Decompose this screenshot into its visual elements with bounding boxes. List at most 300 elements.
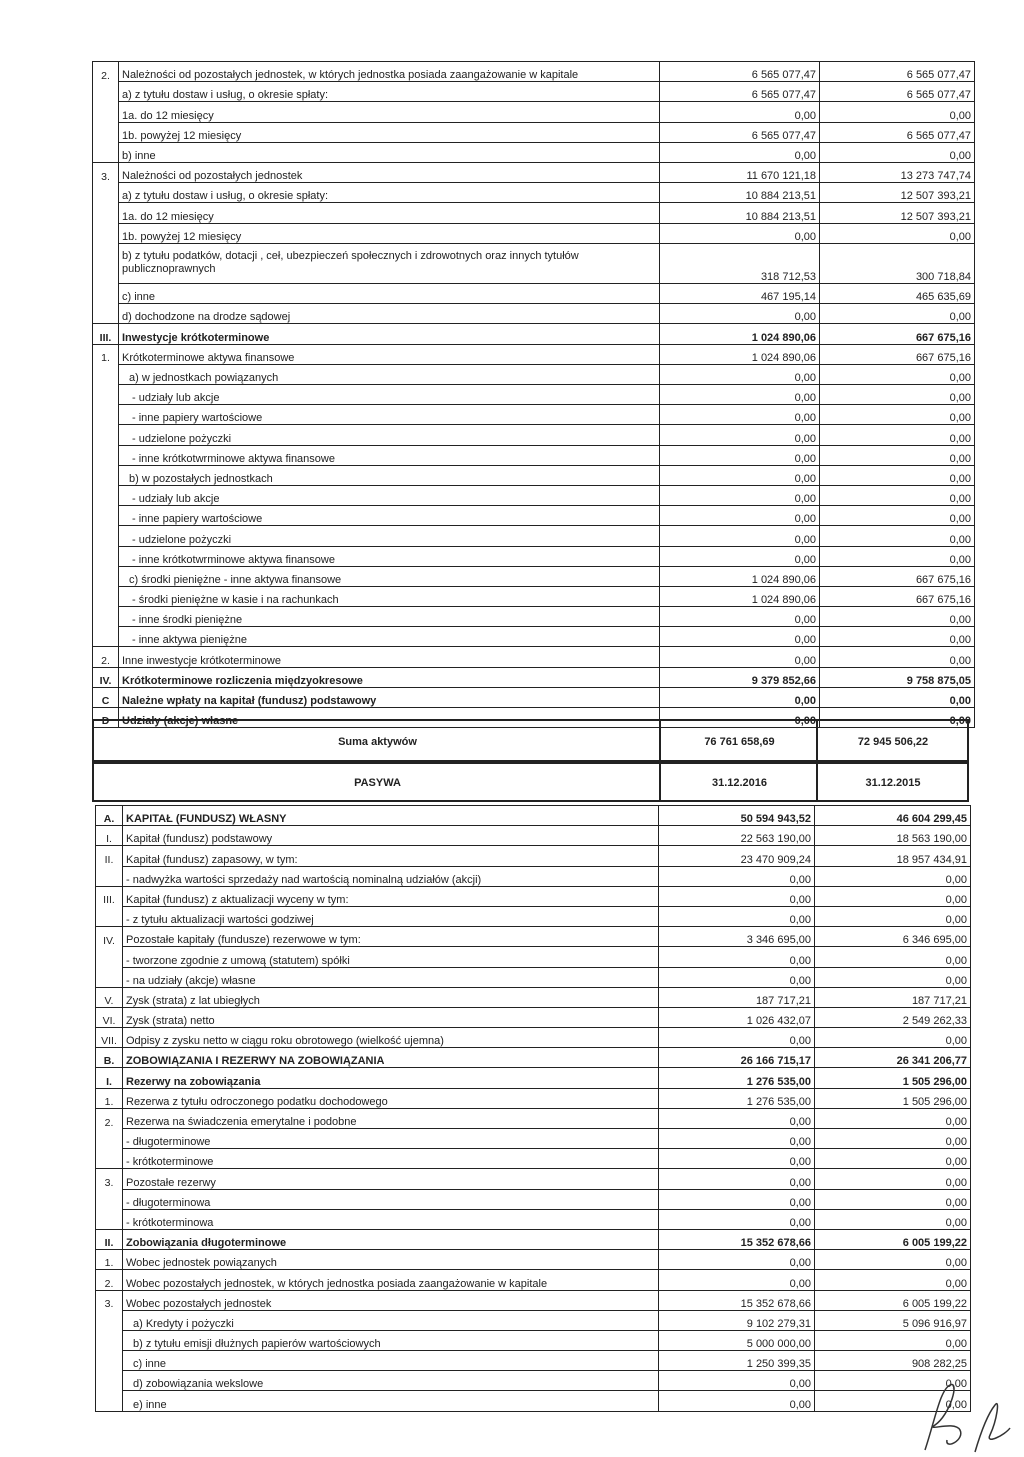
value-current: 1 024 890,06 [660, 566, 820, 586]
value-previous: 0,00 [820, 385, 975, 405]
value-previous: 1 505 296,00 [815, 1068, 971, 1088]
row-label: - nadwyżka wartości sprzedaży nad wartością nominalną udziałów (akcji) [123, 866, 659, 886]
value-current: 0,00 [659, 1270, 815, 1290]
row-number: II. [96, 1229, 123, 1249]
row-label: Rezerwy na zobowiązania [123, 1068, 659, 1088]
value-current: 1 276 535,00 [659, 1088, 815, 1108]
value-current: 15 352 678,66 [659, 1290, 815, 1310]
row-label: - inne papiery wartościowe [119, 405, 660, 425]
value-current: 0,00 [659, 1028, 815, 1048]
row-label: 1b. powyżej 12 miesięcy [119, 122, 660, 142]
table-row [96, 987, 971, 1007]
row-number [96, 906, 123, 926]
row-label: - z tytułu aktualizacji wartości godziwej [123, 906, 659, 926]
row-label: Wobec jednostek powiązanych [123, 1250, 659, 1270]
total-assets-2015: 72 945 506,22 [857, 736, 929, 748]
value-previous: 0,00 [815, 947, 971, 967]
row-number [93, 284, 119, 304]
row-label: Wobec pozostałych jednostek [123, 1290, 659, 1310]
table-row [93, 546, 975, 566]
row-number [96, 866, 123, 886]
row-label: 1a. do 12 miesięcy [119, 102, 660, 122]
value-previous: 0,00 [815, 1169, 971, 1189]
row-label: c) inne [119, 284, 660, 304]
row-label: a) z tytułu dostaw i usług, o okresie spłaty: [119, 183, 660, 203]
value-current: 0,00 [659, 1169, 815, 1189]
row-label: - inne aktywa pieniężne [119, 627, 660, 647]
row-label: - inne środki pieniężne [119, 607, 660, 627]
row-number [96, 1129, 123, 1149]
row-number: 2. [96, 1270, 123, 1290]
value-current: 0,00 [660, 546, 820, 566]
value-current: 1 024 890,06 [660, 324, 820, 344]
signature-scribble [905, 1380, 1015, 1457]
row-number [93, 586, 119, 606]
row-label: b) inne [119, 142, 660, 162]
table-row [93, 344, 975, 364]
row-label: Kapitał (fundusz) podstawowy [123, 826, 659, 846]
row-label: Inne inwestycje krótkoterminowe [119, 647, 660, 667]
table-row [93, 667, 975, 687]
value-previous: 0,00 [820, 708, 975, 728]
table-row [96, 1391, 971, 1411]
value-current: 0,00 [659, 1149, 815, 1169]
table-row [96, 826, 971, 846]
value-previous: 26 341 206,77 [815, 1048, 971, 1068]
row-label: d) dochodzone na drodze sądowej [119, 304, 660, 324]
value-previous: 12 507 393,21 [820, 203, 975, 223]
value-previous: 18 563 190,00 [815, 826, 971, 846]
value-previous: 0,00 [820, 647, 975, 667]
total-assets-label: Suma aktywów [338, 736, 417, 748]
row-label: a) z tytułu dostaw i usług, o okresie spłaty: [119, 82, 660, 102]
value-previous: 0,00 [820, 142, 975, 162]
value-current: 0,00 [659, 1189, 815, 1209]
table-row [96, 947, 971, 967]
row-number [96, 967, 123, 987]
table-row [96, 927, 971, 947]
value-previous: 0,00 [815, 1149, 971, 1169]
table-row [93, 405, 975, 425]
value-previous: 6 005 199,22 [815, 1229, 971, 1249]
row-label: - krótkoterminowe [123, 1149, 659, 1169]
table-row [93, 162, 975, 182]
row-label: - udziały lub akcje [119, 485, 660, 505]
value-current: 26 166 715,17 [659, 1048, 815, 1068]
row-number: 1. [96, 1250, 123, 1270]
row-label: b) w pozostałych jednostkach [119, 465, 660, 485]
value-previous: 465 635,69 [820, 284, 975, 304]
row-number [96, 1371, 123, 1391]
value-current: 0,00 [659, 1250, 815, 1270]
row-number [93, 405, 119, 425]
value-previous: 0,00 [820, 485, 975, 505]
row-label: Kapitał (fundusz) z aktualizacji wyceny w tym: [123, 886, 659, 906]
row-number: V. [96, 987, 123, 1007]
row-label: - na udziały (akcje) własne [123, 967, 659, 987]
value-current: 0,00 [660, 485, 820, 505]
row-number: 1. [93, 344, 119, 364]
value-previous: 0,00 [815, 1391, 971, 1411]
value-current: 0,00 [660, 687, 820, 707]
value-current: 0,00 [659, 886, 815, 906]
row-label: - długoterminowa [123, 1189, 659, 1209]
row-label: 1a. do 12 miesięcy [119, 203, 660, 223]
table-row [93, 506, 975, 526]
row-number [93, 465, 119, 485]
row-label: b) z tytułu podatków, dotacji , ceł, ubezpieczeń społecznych i zdrowotnych oraz innych tytułów publicznoprawnych [119, 243, 660, 283]
row-number [93, 526, 119, 546]
value-current: 0,00 [659, 1391, 815, 1411]
row-number: 3. [96, 1290, 123, 1310]
table-row [93, 526, 975, 546]
table-row [93, 385, 975, 405]
table-row [96, 1007, 971, 1027]
table-row [93, 607, 975, 627]
row-number: IV. [96, 927, 123, 947]
value-previous: 0,00 [820, 526, 975, 546]
value-current: 0,00 [660, 364, 820, 384]
value-current: 22 563 190,00 [659, 826, 815, 846]
table-row [93, 304, 975, 324]
row-number: VI. [96, 1007, 123, 1027]
row-label: Pozostałe rezerwy [123, 1169, 659, 1189]
table-row [96, 1290, 971, 1310]
row-label: Krótkoterminowe rozliczenia międzyokresowe [119, 667, 660, 687]
value-current: 0,00 [660, 405, 820, 425]
value-previous: 6 565 077,47 [820, 82, 975, 102]
table-row [96, 1129, 971, 1149]
row-label: Zobowiązania długoterminowe [123, 1229, 659, 1249]
table-row [93, 485, 975, 505]
row-number: VII. [96, 1028, 123, 1048]
table-row [96, 1351, 971, 1371]
row-label: Rezerwa na świadczenia emerytalne i podobne [123, 1108, 659, 1128]
value-current: 50 594 943,52 [659, 806, 815, 826]
assets-table [92, 61, 975, 728]
row-label: - udzielone pożyczki [119, 526, 660, 546]
value-current: 0,00 [660, 506, 820, 526]
value-current: 0,00 [660, 223, 820, 243]
value-previous: 12 507 393,21 [820, 183, 975, 203]
value-previous: 2 549 262,33 [815, 1007, 971, 1027]
value-previous: 0,00 [820, 607, 975, 627]
value-previous: 0,00 [815, 1270, 971, 1290]
value-current: 1 024 890,06 [660, 586, 820, 606]
value-previous: 9 758 875,05 [820, 667, 975, 687]
table-row [96, 1310, 971, 1330]
value-current: 318 712,53 [660, 243, 820, 283]
table-row [96, 1048, 971, 1068]
table-row [93, 183, 975, 203]
value-previous: 0,00 [820, 102, 975, 122]
value-previous: 0,00 [815, 886, 971, 906]
value-current: 6 565 077,47 [660, 82, 820, 102]
table-row [96, 1028, 971, 1048]
value-current: 9 379 852,66 [660, 667, 820, 687]
table-row [96, 1250, 971, 1270]
value-current: 1 024 890,06 [660, 344, 820, 364]
row-label: b) z tytułu emisji dłużnych papierów wartościowych [123, 1330, 659, 1350]
table-row [96, 806, 971, 826]
value-current: 10 884 213,51 [660, 203, 820, 223]
table-row [96, 1189, 971, 1209]
value-current: 0,00 [660, 708, 820, 728]
row-number [93, 546, 119, 566]
value-current: 9 102 279,31 [659, 1310, 815, 1330]
table-row [93, 566, 975, 586]
row-number: I. [96, 1068, 123, 1088]
table-row [93, 243, 975, 283]
row-number [96, 1351, 123, 1371]
table-row [96, 1088, 971, 1108]
value-current: 10 884 213,51 [660, 183, 820, 203]
value-current: 23 470 909,24 [659, 846, 815, 866]
value-current: 0,00 [659, 947, 815, 967]
table-row [93, 82, 975, 102]
row-label: Odpisy z zysku netto w ciągu roku obrotowego (wielkość ujemna) [123, 1028, 659, 1048]
value-previous: 6 005 199,22 [815, 1290, 971, 1310]
value-current: 0,00 [659, 1129, 815, 1149]
row-number [93, 627, 119, 647]
row-number: I. [96, 826, 123, 846]
value-current: 0,00 [660, 526, 820, 546]
row-number: A. [96, 806, 123, 826]
table-row [93, 102, 975, 122]
table-row [93, 62, 975, 82]
table-row [93, 465, 975, 485]
value-previous: 0,00 [820, 465, 975, 485]
row-number [93, 607, 119, 627]
value-current: 0,00 [659, 1108, 815, 1128]
row-label: Pozostałe kapitały (fundusze) rezerwowe w tym: [123, 927, 659, 947]
value-previous: 0,00 [815, 1189, 971, 1209]
value-previous: 0,00 [820, 546, 975, 566]
value-current: 5 000 000,00 [659, 1330, 815, 1350]
value-previous: 0,00 [815, 967, 971, 987]
row-number [93, 304, 119, 324]
value-current: 0,00 [660, 647, 820, 667]
row-number [93, 82, 119, 102]
total-assets-row [92, 719, 969, 762]
row-number: III. [96, 886, 123, 906]
table-row [96, 1330, 971, 1350]
row-label: 1b. powyżej 12 miesięcy [119, 223, 660, 243]
row-label: Inwestycje krótkoterminowe [119, 324, 660, 344]
value-previous: 0,00 [820, 425, 975, 445]
value-previous: 0,00 [815, 1028, 971, 1048]
value-current: 0,00 [660, 445, 820, 465]
row-number [93, 506, 119, 526]
value-previous: 0,00 [815, 1330, 971, 1350]
value-previous: 6 565 077,47 [820, 122, 975, 142]
row-number: II. [96, 846, 123, 866]
value-current: 11 670 121,18 [660, 162, 820, 182]
row-label: KAPITAŁ (FUNDUSZ) WŁASNY [123, 806, 659, 826]
value-previous: 667 675,16 [820, 586, 975, 606]
table-row [93, 687, 975, 707]
pasywa-header [92, 762, 969, 802]
value-previous: 13 273 747,74 [820, 162, 975, 182]
row-number: D [93, 708, 119, 728]
date-2016: 31.12.2016 [711, 777, 768, 789]
row-label: d) zobowiązania wekslowe [123, 1371, 659, 1391]
value-current: 1 276 535,00 [659, 1068, 815, 1088]
table-row [93, 203, 975, 223]
row-number: 3. [93, 162, 119, 182]
row-label: a) w jednostkach powiązanych [119, 364, 660, 384]
pasywa-title: PASYWA [354, 777, 401, 789]
row-number [96, 947, 123, 967]
row-label: - środki pieniężne w kasie i na rachunkach [119, 586, 660, 606]
row-label: a) Kredyty i pożyczki [123, 1310, 659, 1330]
table-row [96, 1270, 971, 1290]
value-current: 0,00 [659, 866, 815, 886]
row-number [93, 142, 119, 162]
value-current: 1 250 399,35 [659, 1351, 815, 1371]
row-label: - tworzone zgodnie z umową (statutem) spółki [123, 947, 659, 967]
value-current: 0,00 [659, 906, 815, 926]
value-previous: 6 565 077,47 [820, 62, 975, 82]
row-number [93, 102, 119, 122]
row-label: Zysk (strata) netto [123, 1007, 659, 1027]
table-row [93, 324, 975, 344]
row-label: - krótkoterminowa [123, 1209, 659, 1229]
row-number [96, 1391, 123, 1411]
liabilities-table [95, 805, 971, 1412]
row-label: Należne wpłaty na kapitał (fundusz) podstawowy [119, 687, 660, 707]
row-label: - udziały lub akcje [119, 385, 660, 405]
value-current: 0,00 [660, 465, 820, 485]
value-previous: 300 718,84 [820, 243, 975, 283]
value-previous: 0,00 [820, 627, 975, 647]
value-previous: 0,00 [815, 866, 971, 886]
row-label: - udzielone pożyczki [119, 425, 660, 445]
value-previous: 0,00 [815, 1108, 971, 1128]
value-current: 0,00 [660, 607, 820, 627]
value-current: 187 717,21 [659, 987, 815, 1007]
row-number [93, 243, 119, 283]
row-label: Rezerwa z tytułu odroczonego podatku dochodowego [123, 1088, 659, 1108]
row-number [96, 1330, 123, 1350]
value-current: 6 565 077,47 [660, 62, 820, 82]
table-row [96, 1371, 971, 1391]
table-row [96, 1149, 971, 1169]
value-previous: 46 604 299,45 [815, 806, 971, 826]
row-number: 2. [96, 1108, 123, 1128]
value-previous: 6 346 695,00 [815, 927, 971, 947]
row-number [93, 203, 119, 223]
value-previous: 0,00 [815, 906, 971, 926]
table-row [96, 846, 971, 866]
value-previous: 0,00 [820, 445, 975, 465]
value-previous: 0,00 [820, 506, 975, 526]
value-current: 15 352 678,66 [659, 1229, 815, 1249]
row-number [93, 122, 119, 142]
value-current: 0,00 [660, 627, 820, 647]
row-label: Należności od pozostałych jednostek [119, 162, 660, 182]
row-number: IV. [93, 667, 119, 687]
row-number [96, 1209, 123, 1229]
value-current: 0,00 [660, 425, 820, 445]
row-number: C [93, 687, 119, 707]
table-row [93, 586, 975, 606]
value-previous: 667 675,16 [820, 324, 975, 344]
value-previous: 0,00 [820, 304, 975, 324]
row-label: - inne krótkotwrminowe aktywa finansowe [119, 546, 660, 566]
row-label: Wobec pozostałych jednostek, w których jednostka posiada zaangażowanie w kapitale [123, 1270, 659, 1290]
value-previous: 0,00 [815, 1209, 971, 1229]
value-previous: 0,00 [820, 405, 975, 425]
table-row [93, 122, 975, 142]
row-number: B. [96, 1048, 123, 1068]
value-current: 6 565 077,47 [660, 122, 820, 142]
row-number [93, 223, 119, 243]
row-number: 2. [93, 62, 119, 82]
value-previous: 0,00 [815, 1129, 971, 1149]
row-number [93, 183, 119, 203]
value-previous: 908 282,25 [815, 1351, 971, 1371]
row-label: Zysk (strata) z lat ubiegłych [123, 987, 659, 1007]
row-number [93, 425, 119, 445]
value-previous: 0,00 [820, 223, 975, 243]
table-row [96, 886, 971, 906]
value-current: 1 026 432,07 [659, 1007, 815, 1027]
date-2015: 31.12.2015 [865, 777, 921, 789]
row-label: e) inne [123, 1391, 659, 1411]
value-previous: 18 957 434,91 [815, 846, 971, 866]
row-label: ZOBOWIĄZANIA I REZERWY NA ZOBOWIĄZANIA [123, 1048, 659, 1068]
row-number: 3. [96, 1169, 123, 1189]
value-previous: 0,00 [815, 1250, 971, 1270]
row-number [93, 485, 119, 505]
table-row [93, 284, 975, 304]
value-previous: 0,00 [815, 1371, 971, 1391]
row-number [93, 445, 119, 465]
value-previous: 667 675,16 [820, 344, 975, 364]
row-number: 2. [93, 647, 119, 667]
row-number [93, 566, 119, 586]
row-number [96, 1149, 123, 1169]
table-row [93, 647, 975, 667]
value-previous: 0,00 [820, 364, 975, 384]
row-number [96, 1310, 123, 1330]
table-row [93, 627, 975, 647]
row-number: III. [93, 324, 119, 344]
value-previous: 187 717,21 [815, 987, 971, 1007]
value-current: 0,00 [660, 102, 820, 122]
value-current: 0,00 [659, 1371, 815, 1391]
row-number: 1. [96, 1088, 123, 1108]
table-row [96, 1169, 971, 1189]
table-row [96, 967, 971, 987]
row-label: - inne papiery wartościowe [119, 506, 660, 526]
value-current: 0,00 [660, 142, 820, 162]
value-previous: 0,00 [820, 687, 975, 707]
value-previous: 667 675,16 [820, 566, 975, 586]
value-current: 0,00 [659, 967, 815, 987]
table-row [93, 364, 975, 384]
table-row [93, 142, 975, 162]
total-assets-2016: 76 761 658,69 [704, 736, 775, 748]
row-number [93, 385, 119, 405]
row-label: Kapitał (fundusz) zapasowy, w tym: [123, 846, 659, 866]
value-current: 0,00 [660, 304, 820, 324]
row-label: c) środki pieniężne - inne aktywa finansowe [119, 566, 660, 586]
row-number [96, 1189, 123, 1209]
table-row [93, 445, 975, 465]
table-row [96, 866, 971, 886]
